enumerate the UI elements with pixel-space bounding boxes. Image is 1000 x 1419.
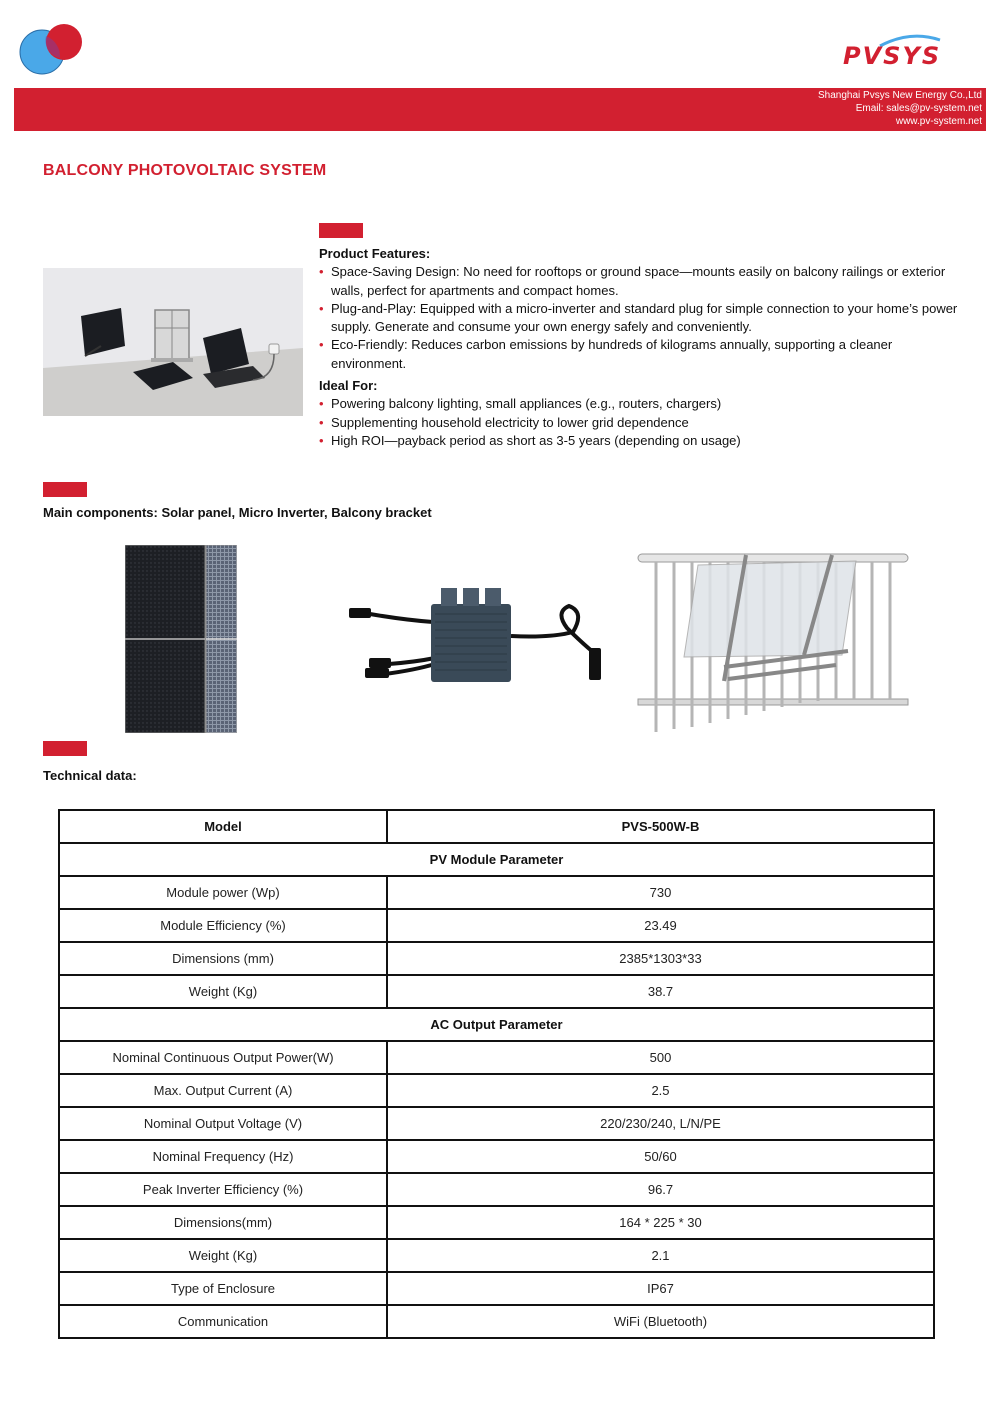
table-row (59, 942, 934, 975)
email-text: Email: sales@pv-system.net (855, 103, 982, 114)
solar-panel-image (125, 545, 237, 733)
row-label: Peak Inverter Efficiency (%) (59, 1173, 387, 1206)
table-row (59, 1272, 934, 1305)
row-label: Nominal Frequency (Hz) (59, 1140, 387, 1173)
product-features-list (319, 263, 959, 373)
ac-section-header: AC Output Parameter (59, 1008, 934, 1041)
row-value: WiFi (Bluetooth) (387, 1305, 934, 1338)
row-value: 730 (387, 876, 934, 909)
row-value: 500 (387, 1041, 934, 1074)
row-label: Module Efficiency (%) (59, 909, 387, 942)
row-value: 164 * 225 * 30 (387, 1206, 934, 1239)
document-title: BALCONY PHOTOVOLTAIC SYSTEM (43, 162, 327, 179)
list-item: • Powering balcony lighting, small appliances (e.g., routers, chargers) (319, 395, 959, 413)
row-label: Communication (59, 1305, 387, 1338)
list-item: • Space-Saving Design: No need for rooftops or ground space—mounts easily on balcony railings or exterior walls, perfect for apartments and compact homes. (319, 263, 959, 300)
contact-info (818, 89, 982, 128)
row-label: Module power (Wp) (59, 876, 387, 909)
section-marker (43, 482, 87, 497)
product-features-heading: Product Features: (319, 246, 431, 261)
balcony-bracket-image (636, 551, 910, 732)
balcony-system-photo (43, 268, 303, 416)
micro-inverter-image (345, 582, 630, 694)
brand-name: PVSYS (843, 42, 942, 70)
ideal-for-heading: Ideal For: (319, 378, 378, 394)
row-value: 2.5 (387, 1074, 934, 1107)
technical-data-label: Technical data: (43, 768, 137, 783)
list-item: • High ROI—payback period as short as 3-5 years (depending on usage) (319, 432, 959, 450)
model-label-cell: Model (59, 810, 387, 843)
table-row (59, 1173, 934, 1206)
row-value: 38.7 (387, 975, 934, 1008)
table-row (59, 1305, 934, 1338)
row-value: 50/60 (387, 1140, 934, 1173)
row-label: Dimensions(mm) (59, 1206, 387, 1239)
section-marker (43, 741, 87, 756)
table-row (59, 1206, 934, 1239)
company-logo-circles (16, 22, 88, 78)
table-row (59, 1008, 934, 1041)
list-item: • Eco-Friendly: Reduces carbon emissions by hundreds of kilograms annually, supporting a cleaner environment. (319, 336, 959, 373)
technical-data-table (58, 809, 935, 1339)
brand-logo (840, 36, 950, 76)
features-block (319, 245, 959, 450)
ideal-for-list (319, 395, 959, 450)
website-text: www.pv-system.net (895, 116, 982, 127)
row-label: Weight (Kg) (59, 975, 387, 1008)
table-row (59, 1107, 934, 1140)
table-row (59, 975, 934, 1008)
company-name: Shanghai Pvsys New Energy Co.,Ltd (818, 90, 982, 101)
row-label: Max. Output Current (A) (59, 1074, 387, 1107)
components-label: Main components: Solar panel, Micro Inverter, Balcony bracket (43, 505, 432, 520)
row-label: Nominal Continuous Output Power(W) (59, 1041, 387, 1074)
row-label: Nominal Output Voltage (V) (59, 1107, 387, 1140)
table-row (59, 843, 934, 876)
table-row (59, 1074, 934, 1107)
row-label: Type of Enclosure (59, 1272, 387, 1305)
pv-section-header: PV Module Parameter (59, 843, 934, 876)
table-row (59, 876, 934, 909)
table-row (59, 1140, 934, 1173)
table-row (59, 1041, 934, 1074)
row-label: Dimensions (mm) (59, 942, 387, 975)
list-item: • Supplementing household electricity to lower grid dependence (319, 414, 959, 432)
section-marker (319, 223, 363, 238)
row-value: IP67 (387, 1272, 934, 1305)
table-row (59, 909, 934, 942)
table-row (59, 810, 934, 843)
row-value: 2.1 (387, 1239, 934, 1272)
list-item: • Plug-and-Play: Equipped with a micro-inverter and standard plug for simple connection to your home’s power supply. Generate and consume your own energy safely and conveniently. (319, 300, 959, 337)
table-row (59, 1239, 934, 1272)
model-value-cell: PVS-500W-B (387, 810, 934, 843)
row-label: Weight (Kg) (59, 1239, 387, 1272)
row-value: 220/230/240, L/N/PE (387, 1107, 934, 1140)
row-value: 2385*1303*33 (387, 942, 934, 975)
row-value: 23.49 (387, 909, 934, 942)
row-value: 96.7 (387, 1173, 934, 1206)
